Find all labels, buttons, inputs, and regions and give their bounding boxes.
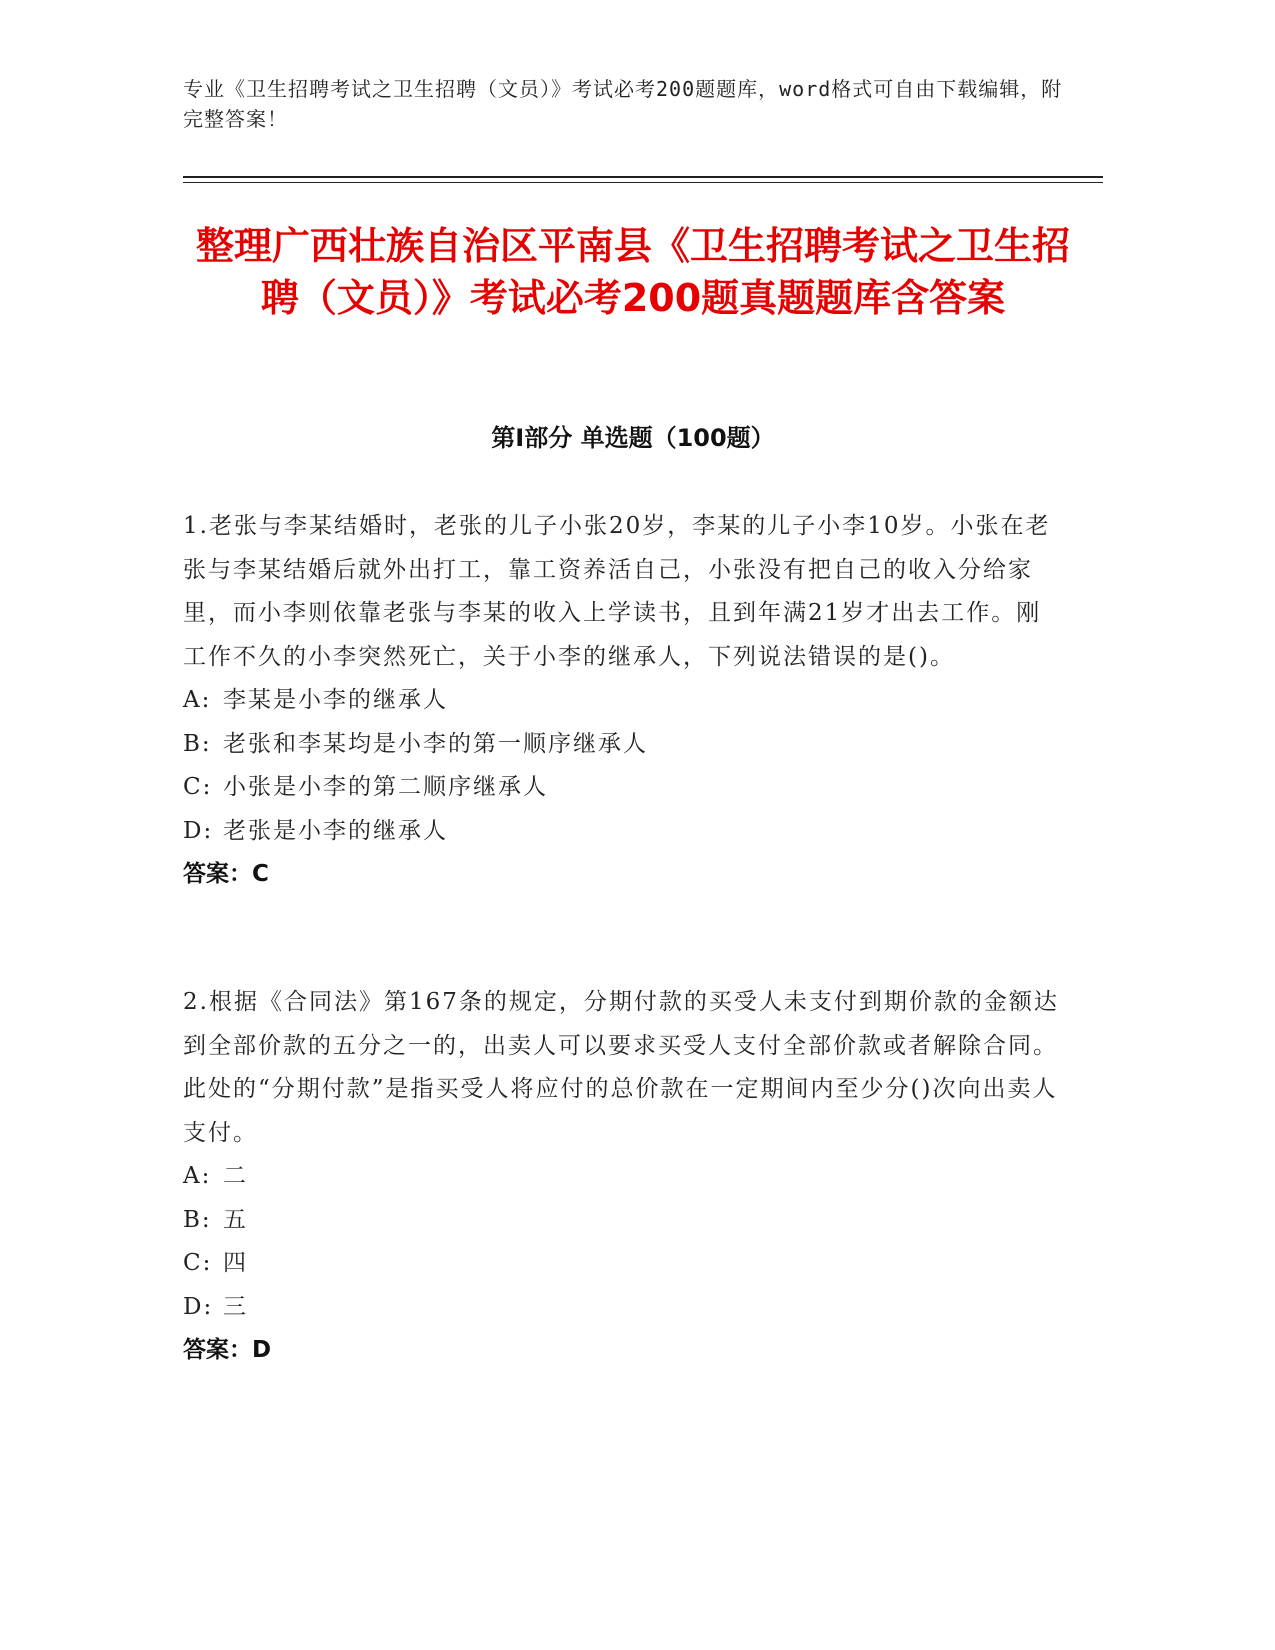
option-d — [183, 810, 1063, 854]
option-text: 老张是小李的继承人 — [223, 817, 448, 844]
option-c — [183, 1242, 1063, 1286]
option-text: 四 — [223, 1250, 248, 1276]
option-b — [183, 1199, 1063, 1243]
option-d — [183, 1286, 1063, 1330]
question-stem: 2.根据《合同法》第167条的规定，分期付款的买受人未支付到期价款的金额达到全部价款的五分之一的，出卖人可以要求买受人支付全部价款或者解除合同。此处的“分期付款”是指买受人将应付的总价款在一定期间内至少分()次向出卖人支付。 — [183, 989, 1059, 1146]
option-text: 五 — [223, 1206, 248, 1233]
option-text: 二 — [223, 1163, 248, 1189]
option-letter: D: — [183, 1293, 214, 1320]
option-c — [183, 766, 1063, 810]
option-letter: C: — [183, 1250, 213, 1276]
answer-label: 答案：C — [183, 861, 269, 887]
option-letter: A: — [183, 1163, 212, 1189]
option-letter: C: — [183, 774, 213, 800]
option-text: 小张是小李的第二顺序继承人 — [223, 774, 548, 800]
option-text: 李某是小李的继承人 — [223, 687, 448, 713]
question-stem: 1.老张与李某结婚时，老张的儿子小张20岁，李某的儿子小李10岁。小张在老张与李某结婚后就外出打工，靠工资养活自己，小张没有把自己的收入分给家里，而小李则依靠老张与李某的收入上学读书，且到年满21岁才出去工作。刚工作不久的小李突然死亡，关于小李的继承人，下列说法错误的是()。 — [183, 513, 1051, 670]
answer-label: 答案：D — [183, 1337, 272, 1363]
option-a — [183, 1155, 1063, 1199]
option-letter: B: — [183, 1206, 212, 1233]
header-rule-thick — [183, 176, 1103, 178]
option-b — [183, 723, 1063, 767]
header-note: 专业《卫生招聘考试之卫生招聘（文员）》考试必考200题题库，word格式可自由下载编辑，附完整答案！ — [183, 77, 1063, 131]
option-text: 三 — [223, 1293, 248, 1320]
option-a — [183, 679, 1063, 723]
option-letter: D: — [183, 817, 214, 844]
header-rule-thin — [183, 182, 1103, 183]
question-2 — [183, 981, 1063, 1373]
option-letter: B: — [183, 730, 212, 757]
document-title: 整理广西壮族自治区平南县《卫生招聘考试之卫生招聘（文员）》考试必考200题真题题库含答案 — [195, 224, 1070, 320]
option-text: 老张和李某均是小李的第一顺序继承人 — [223, 730, 648, 757]
question-1 — [183, 505, 1063, 897]
section-heading: 第Ⅰ部分 单选题（100题） — [491, 424, 775, 452]
option-letter: A: — [183, 687, 212, 713]
